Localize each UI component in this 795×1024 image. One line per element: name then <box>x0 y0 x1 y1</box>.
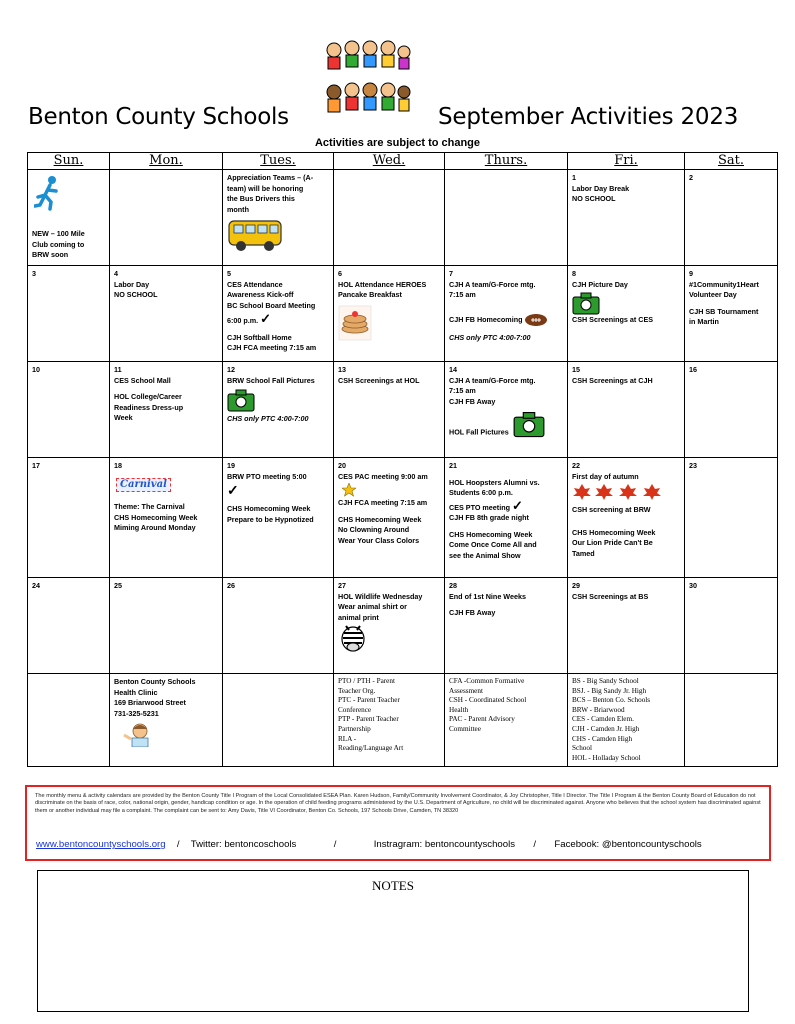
event-line: First day of autumn <box>572 471 639 481</box>
legend-line: Reading/Language Art <box>338 744 404 753</box>
spacer <box>572 516 680 528</box>
legend-line: Teacher Org. <box>338 686 376 695</box>
event-line: No Clowning Around <box>338 525 410 534</box>
event-line: BRW School Fall Pictures <box>227 375 315 385</box>
day-cell <box>110 578 223 674</box>
date-number: 11 <box>114 365 122 374</box>
event-line: BC School Board Meeting <box>227 300 316 310</box>
nurse-icon <box>120 721 160 747</box>
day-cell <box>445 458 568 578</box>
event-line: HOL Attendance HEROES <box>338 279 427 289</box>
date-number: 20 <box>338 461 346 470</box>
week-row <box>28 578 778 674</box>
event-line: Awareness Kick-off <box>227 290 294 299</box>
event-line: Tamed <box>572 548 595 558</box>
day-cell <box>28 458 110 578</box>
calendar-table <box>27 152 778 767</box>
event-line: CHS Homecoming Week <box>449 529 533 539</box>
event-line: CJH Softball Home <box>227 332 292 342</box>
event-line: CHS only PTC 4:00-7:00 <box>449 332 531 342</box>
day-cell <box>334 362 445 458</box>
day-cell <box>445 578 568 674</box>
event-line: CHS only PTC 4:00-7:00 <box>227 414 309 423</box>
event-line: Volunteer Day <box>689 290 737 299</box>
legend-line: PTO / PTH - Parent <box>338 677 395 685</box>
event-line: HOL Fall Pictures <box>449 427 509 437</box>
date-number: 22 <box>572 461 580 470</box>
legend-cell-acronyms <box>445 674 568 767</box>
legend-line: Health <box>449 705 469 714</box>
day-cell <box>568 170 685 266</box>
day-cell <box>685 362 778 458</box>
event-line: NO SCHOOL <box>114 290 158 299</box>
clinic-line: Health Clinic <box>114 687 158 697</box>
social-links <box>36 839 702 850</box>
spacer <box>449 301 563 313</box>
day-cell <box>685 170 778 266</box>
event-line: CJH Picture Day <box>572 279 628 289</box>
event-line: CSH Screenings at CJH <box>572 375 653 385</box>
day-cell <box>223 170 334 266</box>
event-line-with-football <box>449 313 563 327</box>
date-number: 6 <box>338 269 342 278</box>
event-line: Theme: The Carnival <box>114 502 185 511</box>
event-line: BRW soon <box>32 250 69 259</box>
date-number: 26 <box>227 581 235 590</box>
website-link[interactable]: www.bentoncountyschools.org <box>36 839 166 850</box>
event-line: Miming Around Monday <box>114 523 196 532</box>
event-line: 6:00 p.m. <box>227 316 259 325</box>
day-cell <box>223 578 334 674</box>
legend-line: HOL - Holladay School <box>572 753 641 762</box>
day-cell <box>445 170 568 266</box>
event-line: #1Community1Heart <box>689 279 759 289</box>
day-cell <box>110 458 223 578</box>
separator: / <box>333 839 337 850</box>
event-line: CHS Homecoming Week <box>338 514 422 524</box>
legend-line: PAC - Parent Advisory <box>449 715 515 724</box>
legend-line: BSJ. - Big Sandy Jr. High <box>572 686 647 695</box>
pancake-icon <box>338 305 372 341</box>
day-cell <box>110 266 223 362</box>
day-cell <box>28 266 110 362</box>
day-cell <box>568 578 685 674</box>
legend-row <box>28 674 778 767</box>
event-line: Labor Day <box>114 279 150 289</box>
event-line: CJH FB Homecoming <box>449 314 523 324</box>
event-line: the Bus Drivers this <box>227 194 295 203</box>
event-line: CSH screening at BRW <box>572 505 651 514</box>
legend-cell <box>223 674 334 767</box>
weekday-header: Sun. <box>28 153 110 170</box>
month-title: September Activities 2023 <box>438 104 739 130</box>
event-line: CSH Screenings at CES <box>572 315 654 324</box>
day-cell <box>568 266 685 362</box>
date-number: 19 <box>227 461 235 470</box>
day-cell <box>445 266 568 362</box>
day-cell <box>223 266 334 362</box>
legend-line: CFA -Common Formative <box>449 677 525 685</box>
day-cell <box>334 266 445 362</box>
day-cell <box>110 170 223 266</box>
legend-line: CSH - Coordinated School <box>449 696 527 705</box>
camera-icon <box>513 410 545 438</box>
legend-line: Conference <box>338 705 372 714</box>
date-number: 30 <box>689 581 697 590</box>
legend-cell <box>28 674 110 767</box>
event-line: NEW – 100 Mile <box>32 229 85 238</box>
event-line: Readiness Dress-up <box>114 402 184 412</box>
event-line: Labor Day Break <box>572 183 630 193</box>
weekday-header: Tues. <box>223 153 334 170</box>
twitter-handle: Twitter: bentoncoschools <box>190 839 297 850</box>
school-district-title: Benton County Schools <box>28 104 289 130</box>
subtitle: Activities are subject to change <box>314 137 481 149</box>
date-number: 29 <box>572 581 580 590</box>
event-line: CJH A team/G-Force mtg. <box>449 375 536 385</box>
legend-line: CHS - Camden High <box>572 734 633 743</box>
event-line: CHS Homecoming Week <box>227 504 311 513</box>
date-number: 5 <box>227 269 231 278</box>
instagram-handle: Instragram: bentoncountyschools <box>373 839 516 850</box>
event-line: CES PTO meeting <box>449 502 510 512</box>
event-line: 7:15 am <box>449 290 476 299</box>
event-line: month <box>227 204 249 214</box>
week-row <box>28 458 778 578</box>
star-icon <box>342 483 356 497</box>
date-number: 1 <box>572 173 576 182</box>
legend-cell-schools <box>568 674 685 767</box>
weekday-header-row <box>28 153 778 170</box>
event-line: HOL College/Career <box>114 392 182 401</box>
day-cell <box>568 362 685 458</box>
week-row <box>28 170 778 266</box>
weekday-header: Mon. <box>110 153 223 170</box>
event-line: animal print <box>338 612 379 622</box>
weekday-header: Sat. <box>685 153 778 170</box>
carnival-badge: Carnival <box>116 478 171 493</box>
event-line: CHS Homecoming Week <box>572 527 656 537</box>
legend-line: RLA - <box>338 734 357 743</box>
event-line: End of 1st Nine Weeks <box>449 591 526 601</box>
event-line: CES PAC meeting 9:00 am <box>338 471 428 481</box>
checkmark-icon: ✓ <box>511 497 523 513</box>
week-row <box>28 362 778 458</box>
date-number: 17 <box>32 461 40 470</box>
date-number: 23 <box>689 461 697 470</box>
weekday-header: Thurs. <box>445 153 568 170</box>
date-number: 24 <box>32 581 40 590</box>
legend-line: Partnership <box>338 724 371 733</box>
date-number: 12 <box>227 365 235 374</box>
event-line: Pancake Breakfast <box>338 290 402 299</box>
day-cell <box>223 362 334 458</box>
day-cell <box>685 266 778 362</box>
event-line: CJH FCA meeting 7:15 am <box>338 498 428 507</box>
event-line: 7:15 am <box>449 386 476 395</box>
legend-line: PTP - Parent Teacher <box>338 715 399 724</box>
event-line: Come Once Come All and <box>449 540 537 549</box>
weekday-header: Wed. <box>334 153 445 170</box>
day-cell <box>28 578 110 674</box>
date-number: 27 <box>338 581 346 590</box>
notes-label: NOTES <box>372 878 414 893</box>
date-number: 3 <box>32 269 36 278</box>
event-line: CJH FB Away <box>449 608 496 617</box>
facebook-handle: Facebook: @bentoncountyschools <box>554 839 702 850</box>
school-bus-icon <box>227 217 283 253</box>
day-cell <box>28 170 110 266</box>
event-line: Prepare to be Hypnotized <box>227 514 314 524</box>
event-line: HOL Wildlife Wednesday <box>338 591 423 601</box>
event-line: BRW PTO meeting 5:00 <box>227 471 307 481</box>
date-number: 28 <box>449 581 457 590</box>
event-line: CJH A team/G-Force mtg. <box>449 279 536 289</box>
legend-line: School <box>572 744 592 753</box>
autumn-leaves-icon <box>572 483 662 501</box>
legend-line: Committee <box>449 724 481 733</box>
football-icon <box>524 313 548 327</box>
event-line-with-check <box>449 497 563 514</box>
legend-cell <box>685 674 778 767</box>
legend-cell-acronyms <box>334 674 445 767</box>
day-cell <box>110 362 223 458</box>
event-line: team) will be honoring <box>227 183 304 193</box>
event-line-with-camera <box>449 410 563 438</box>
day-cell <box>28 362 110 458</box>
clinic-line: Benton County Schools <box>114 677 196 686</box>
day-cell <box>568 458 685 578</box>
date-number: 8 <box>572 269 576 278</box>
date-number: 15 <box>572 365 580 374</box>
event-line-with-check <box>227 311 329 327</box>
weekday-header: Fri. <box>568 153 685 170</box>
day-cell <box>445 362 568 458</box>
title-i-disclaimer: The monthly menu & activity calendars are provided by the Benton County Title I Program of the Local Consolidated ESEA Plan. Karen Hudson, Family/Community Involvement Coordinator, & Joy Christopher, Title I Director. The Title I Program & the Benton County Board of Education do not discriminate on the basis of race, color, national origin, gender, handicap condition or age. In the operation of child feeding programs administered by the U.S. Department of Agriculture, no child will be discriminated against. Anyone who believes that the school system has discriminated against them or another individual may file a complaint. The complaint can be sent to: Amy Davis, Title VI Coordinator, Benton Co. Schools, 197 Schools Drive, Camden, TN 38320 <box>35 793 761 814</box>
legend-line: Assessment <box>449 686 483 695</box>
event-line: Students 6:00 p.m. <box>449 488 513 497</box>
date-number: 21 <box>449 461 457 470</box>
date-number: 16 <box>689 365 697 374</box>
event-line: NO SCHOOL <box>572 194 616 203</box>
date-number: 4 <box>114 269 118 278</box>
date-number: 18 <box>114 461 122 470</box>
day-cell <box>685 578 778 674</box>
legend-line: PTC - Parent Teacher <box>338 696 400 705</box>
date-number: 9 <box>689 269 693 278</box>
separator: / <box>533 839 537 850</box>
day-cell <box>334 458 445 578</box>
legend-cell-clinic <box>110 674 223 767</box>
day-cell <box>334 578 445 674</box>
event-line: CSH Screenings at BS <box>572 591 649 601</box>
clinic-line: 731-325-5231 <box>114 708 159 718</box>
footer-notice <box>25 785 771 861</box>
checkmark-icon: ✓ <box>227 482 239 498</box>
event-line: CJH FCA meeting 7:15 am <box>227 343 317 352</box>
day-cell <box>685 458 778 578</box>
event-line: HOL Hoopsters Alumni vs. <box>449 477 540 487</box>
event-line: CES School Mall <box>114 375 171 385</box>
event-line: CES Attendance <box>227 279 283 289</box>
event-line: Our Lion Pride Can't Be <box>572 538 653 547</box>
event-line: Wear animal shirt or <box>338 602 407 611</box>
date-number: 2 <box>689 173 693 182</box>
separator: / <box>176 839 180 850</box>
date-number: 10 <box>32 365 40 374</box>
event-line: in Martin <box>689 317 719 326</box>
runner-icon <box>34 175 64 211</box>
event-line: CJH SB Tournament <box>689 306 759 316</box>
date-number: 14 <box>449 365 457 374</box>
clinic-line: 169 Briarwood Street <box>114 698 186 707</box>
legend-line: CES - Camden Elem. <box>572 715 634 724</box>
date-number: 13 <box>338 365 346 374</box>
camera-icon <box>572 291 600 315</box>
event-line: see the Animal Show <box>449 550 521 560</box>
event-line: Week <box>114 413 133 422</box>
date-number: 7 <box>449 269 453 278</box>
event-line: Club coming to <box>32 239 85 249</box>
event-line: CJH FB Away <box>449 396 496 406</box>
event-line: CSH Screenings at HOL <box>338 375 420 385</box>
event-line: Wear Your Class Colors <box>338 535 420 545</box>
legend-line: BS - Big Sandy School <box>572 677 639 685</box>
legend-line: BRW - Briarwood <box>572 705 625 714</box>
event-line: Appreciation Teams – (A- <box>227 173 314 182</box>
week-row <box>28 266 778 362</box>
date-number: 25 <box>114 581 122 590</box>
children-holding-hands-icon <box>322 40 412 116</box>
notes-box <box>37 870 749 1012</box>
zebra-icon <box>340 623 366 653</box>
legend-line: BCS – Benton Co. Schools <box>572 696 651 705</box>
day-cell <box>223 458 334 578</box>
event-line: CHS Homecoming Week <box>114 512 198 522</box>
checkmark-icon: ✓ <box>260 311 272 326</box>
camera-icon <box>227 388 255 412</box>
day-cell <box>334 170 445 266</box>
event-line: CJH FB 8th grade night <box>449 513 529 522</box>
legend-line: CJH - Camden Jr. High <box>572 724 640 733</box>
